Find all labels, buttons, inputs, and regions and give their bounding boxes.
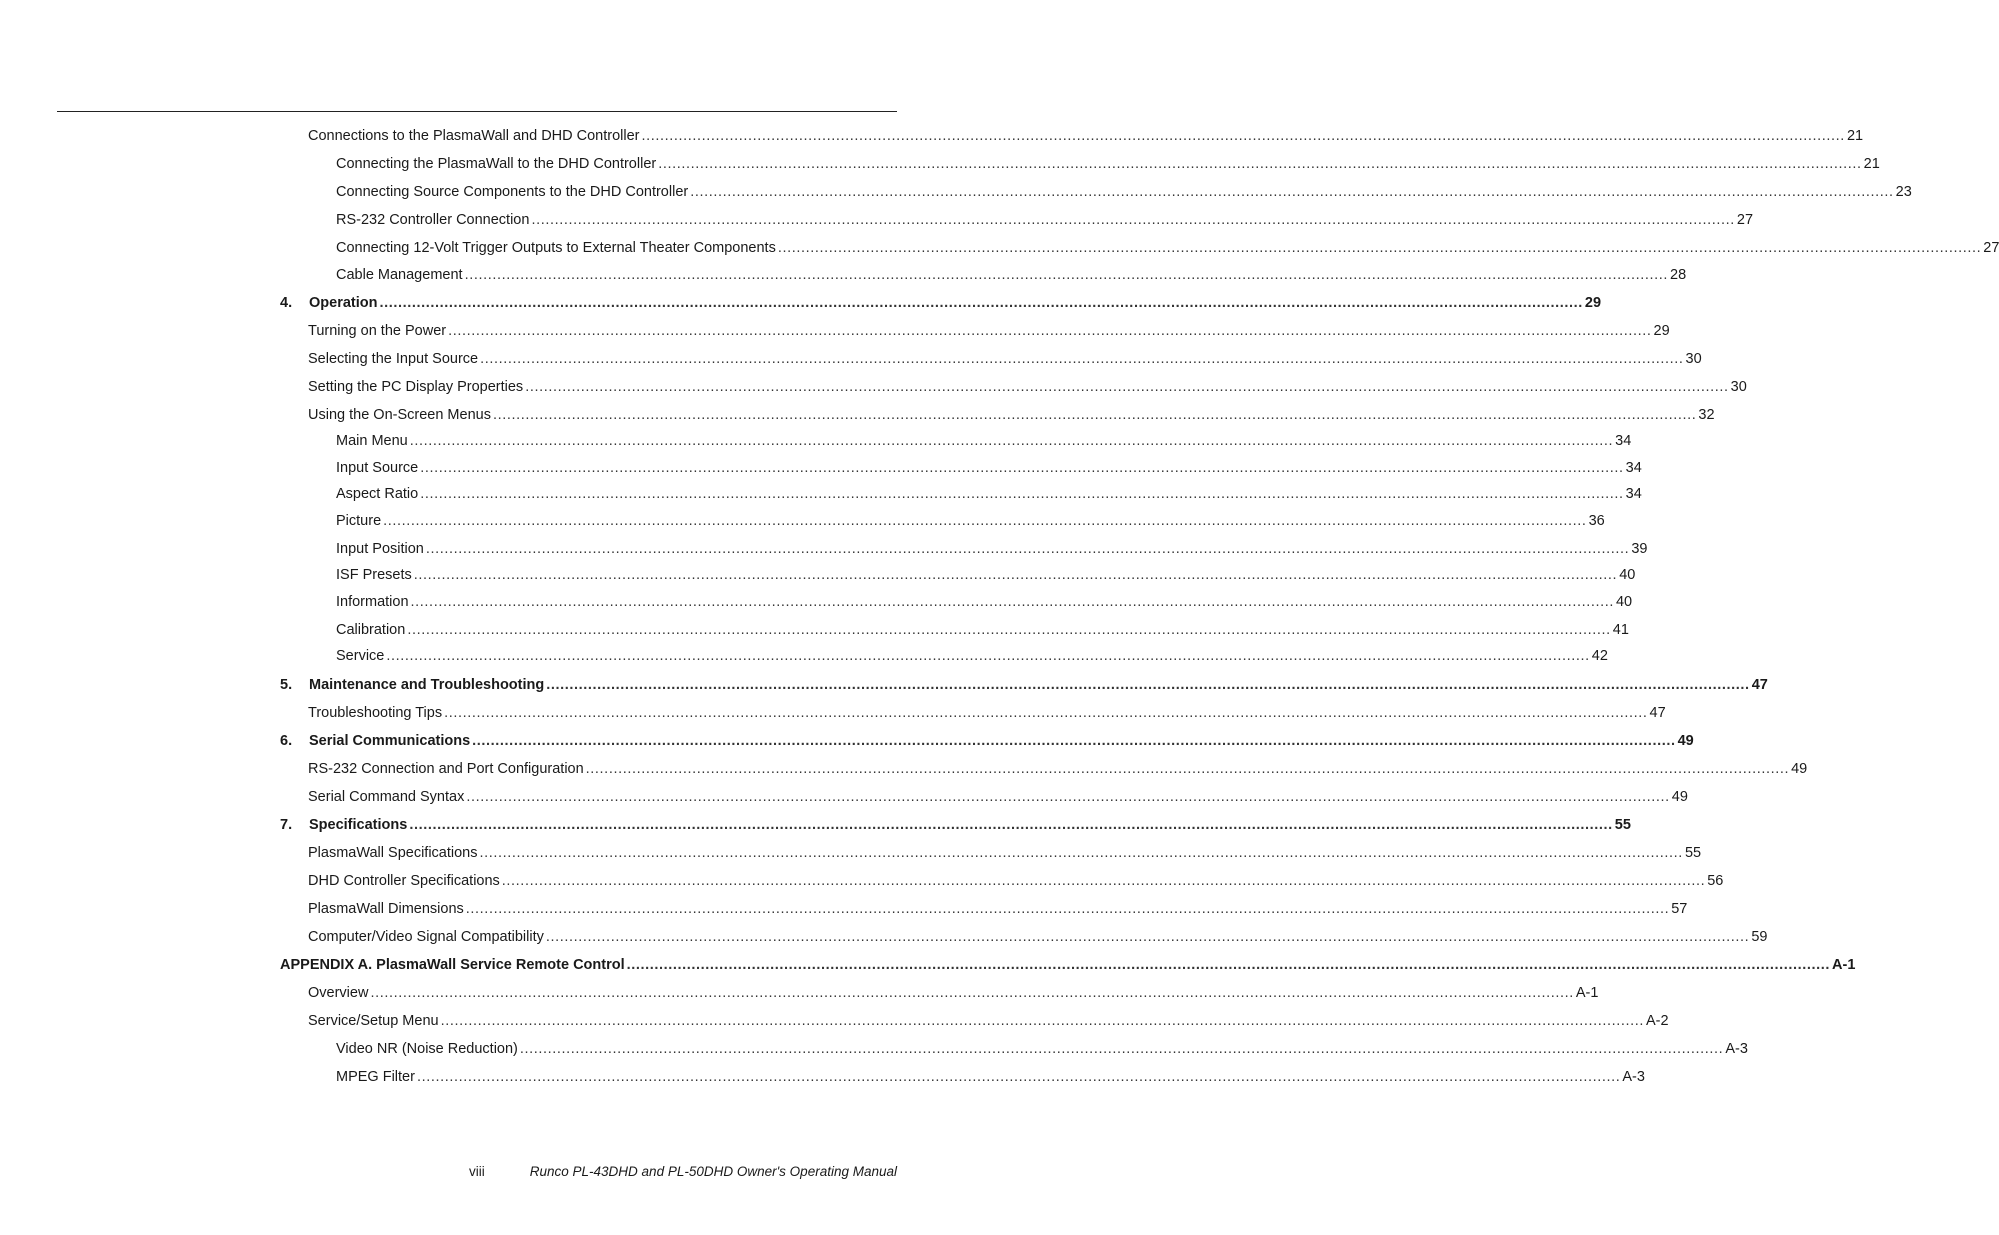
toc-entry[interactable] [336,540,1648,558]
toc-page-number: 30 [1685,351,1702,367]
toc-dot-leader: .................................................................................................................................................................................................................................................................... [370,985,1574,1001]
toc-entry-label: APPENDIX A. PlasmaWall Service Remote Control [280,957,625,973]
toc-page-number: 27 [1736,212,1754,228]
toc-dot-leader: .................................................................................................................................................................................................................................................................... [407,622,1611,638]
toc-page-number: 27 [1983,240,1999,256]
toc-page-number: 36 [1588,513,1605,529]
toc-entry[interactable] [336,183,1912,201]
toc-chapter-entry[interactable] [280,676,1768,694]
toc-dot-leader: .................................................................................................................................................................................................................................................................... [413,567,1618,583]
toc-entry-title [336,621,405,639]
toc-entry-label: Connections to the PlasmaWall and DHD Controller [308,128,640,144]
toc-entry-label: Serial Communications [309,733,471,749]
toc-dot-leader: .................................................................................................................................................................................................................................................................... [420,486,1624,502]
toc-entry-title [336,211,529,229]
toc-page-number: A-2 [1646,1013,1669,1029]
toc-dot-leader: .................................................................................................................................................................................................................................................................... [479,845,1683,861]
toc-entry-label: ISF Presets [336,567,412,583]
toc-entry-label: Serial Command Syntax [308,789,465,805]
toc-page-number: 21 [1846,128,1864,144]
toc-entry-title [308,872,500,890]
toc-chapter-number: 5. [280,677,293,693]
toc-entry-label: PlasmaWall Dimensions [308,901,464,917]
footer-manual-title: Runco PL-43DHD and PL-50DHD Owner's Operating Manual [529,1164,897,1179]
toc-entry[interactable] [308,844,1702,862]
toc-entry-title [308,406,491,424]
toc-entry-label: Turning on the Power [308,323,447,339]
toc-page-number: 21 [1863,156,1880,172]
toc-page-number: 49 [1791,761,1808,777]
toc-entry-label: Picture [336,513,382,529]
toc-dot-leader: .................................................................................................................................................................................................................................................................... [383,513,1587,529]
toc-entry[interactable] [336,1040,1748,1058]
toc-page-number: 39 [1631,541,1648,557]
toc-entry[interactable] [336,432,1632,450]
toc-dot-leader: .................................................................................................................................................................................................................................................................... [448,323,1652,339]
toc-entry-label: Main Menu [336,433,408,449]
toc-dot-leader: .................................................................................................................................................................................................................................................................... [480,351,1684,367]
toc-entry[interactable] [308,704,1666,722]
toc-entry[interactable] [336,621,1629,639]
toc-page-number: 30 [1730,379,1747,395]
toc-entry-title [336,155,656,173]
toc-entry-label: Overview [308,985,369,1001]
toc-entry-label: Using the On-Screen Menus [308,407,491,423]
toc-entry[interactable] [308,900,1688,918]
toc-entry-label: Video NR (Noise Reduction) [336,1041,518,1057]
toc-entry-title [336,239,776,257]
toc-entry-title [336,540,424,558]
toc-entry-title [336,432,408,450]
toc-dot-leader: .................................................................................................................................................................................................................................................................... [690,184,1894,200]
toc-chapter-entry[interactable] [280,816,1631,834]
toc-chapter-number: 6. [280,733,293,749]
toc-entry-title [308,844,478,862]
toc-entry-title [308,928,544,946]
toc-entry[interactable] [308,127,1864,145]
toc-entry[interactable] [336,459,1642,477]
toc-page-number: 56 [1707,873,1724,889]
toc-entry[interactable] [336,211,1754,229]
toc-entry-label: Service [336,648,385,664]
toc-entry-title [336,647,384,665]
toc-page-number: 29 [1584,295,1602,311]
toc-dot-leader: .................................................................................................................................................................................................................................................................... [466,789,1670,805]
toc-dot-leader: .................................................................................................................................................................................................................................................................... [416,1069,1621,1085]
toc-entry-label: Connecting 12-Volt Trigger Outputs to External Theater Components [336,240,776,256]
toc-page-number: 23 [1895,184,1912,200]
toc-entry-label: Operation [309,295,378,311]
toc-dot-leader: .................................................................................................................................................................................................................................................................... [531,212,1735,228]
toc-entry[interactable] [336,155,1880,173]
toc-dot-leader: .................................................................................................................................................................................................................................................................... [440,1013,1645,1029]
toc-page-number: 34 [1625,460,1642,476]
toc-dot-leader: .................................................................................................................................................................................................................................................................... [525,379,1729,395]
toc-entry[interactable] [336,512,1605,530]
toc-page-number: 34 [1615,433,1632,449]
toc-entry[interactable] [308,350,1702,368]
toc-entry-label: Information [336,594,409,610]
toc-entry[interactable] [308,788,1688,806]
toc-entry-label: Maintenance and Troubleshooting [309,677,545,693]
toc-entry-label: Calibration [336,622,406,638]
toc-page-number: 40 [1615,594,1633,610]
footer-page-number: viii [469,1164,485,1179]
toc-entry[interactable] [336,239,1999,257]
toc-dot-leader: .................................................................................................................................................................................................................................................................... [626,957,1831,973]
toc-chapter-number: 7. [280,817,293,833]
toc-dot-leader: .................................................................................................................................................................................................................................................................... [425,541,1630,557]
toc-entry-title [336,593,409,611]
toc-dot-leader: .................................................................................................................................................................................................................................................................... [641,128,1845,144]
toc-entry-title [336,459,418,477]
toc-entry-label: MPEG Filter [336,1069,415,1085]
toc-page-number: A-3 [1725,1041,1748,1057]
toc-entry-label: Setting the PC Display Properties [308,379,524,395]
toc-entry-title [336,1068,415,1086]
toc-dot-leader: .................................................................................................................................................................................................................................................................... [410,594,1614,610]
toc-entry-title [308,760,584,778]
toc-entry-label: Troubleshooting Tips [308,705,443,721]
toc-dot-leader: .................................................................................................................................................................................................................................................................... [519,1041,1724,1057]
toc-dot-leader: .................................................................................................................................................................................................................................................................... [492,407,1697,423]
toc-dot-leader: .................................................................................................................................................................................................................................................................... [472,733,1676,749]
toc-dot-leader: .................................................................................................................................................................................................................................................................... [409,433,1614,449]
toc-entry-label: DHD Controller Specifications [308,873,500,889]
toc-page-number: 55 [1684,845,1702,861]
toc-entry-label: Cable Management [336,267,463,283]
toc-entry-title [308,350,478,368]
toc-entry[interactable] [308,406,1715,424]
toc-entry[interactable] [336,647,1608,665]
toc-page-number: 47 [1751,677,1768,693]
toc-entry-label: Connecting Source Components to the DHD Controller [336,184,689,200]
toc-entry[interactable] [308,760,1808,778]
toc-dot-leader: .................................................................................................................................................................................................................................................................... [444,705,1648,721]
toc-page-number: 42 [1591,648,1608,664]
toc-entry[interactable] [336,485,1642,503]
toc-entry-title [280,732,470,750]
toc-dot-leader: .................................................................................................................................................................................................................................................................... [585,761,1790,777]
toc-entry-title [308,788,464,806]
toc-page-number: 32 [1698,407,1715,423]
toc-entry-title [308,322,446,340]
toc-entry[interactable] [308,928,1768,946]
toc-entry[interactable] [336,266,1687,284]
toc-entry-title [336,1040,518,1058]
toc-entry-title [280,956,625,974]
toc-dot-leader: .................................................................................................................................................................................................................................................................... [420,460,1624,476]
toc-entry-label: Input Position [336,541,424,557]
toc-entry-title [308,984,368,1002]
toc-page-number: 49 [1677,733,1694,749]
toc-page-number: A-1 [1575,985,1599,1001]
toc-page-number: 34 [1625,486,1642,502]
toc-dot-leader: .................................................................................................................................................................................................................................................................... [658,156,1862,172]
toc-dot-leader: .................................................................................................................................................................................................................................................................... [545,929,1750,945]
toc-dot-leader: .................................................................................................................................................................................................................................................................... [464,267,1668,283]
toc-dot-leader: .................................................................................................................................................................................................................................................................... [386,648,1590,664]
toc-page-number: 59 [1751,929,1768,945]
toc-entry-title [280,816,407,834]
toc-page-number: 57 [1671,901,1688,917]
toc-entry-title [336,485,418,503]
toc-entry-title [336,512,381,530]
toc-page-number: 55 [1614,817,1631,833]
toc-entry-label: Specifications [309,817,408,833]
toc-dot-leader: .................................................................................................................................................................................................................................................................... [546,677,1750,693]
toc-entry-label: Aspect Ratio [336,486,419,502]
toc-entry-label: Service/Setup Menu [308,1013,439,1029]
toc-entry[interactable] [336,566,1636,584]
toc-entry-label: Selecting the Input Source [308,351,479,367]
toc-entry-title [308,378,523,396]
toc-entry-title [280,676,544,694]
toc-dot-leader: .................................................................................................................................................................................................................................................................... [409,817,1613,833]
toc-entry[interactable] [336,1068,1645,1086]
toc-entry[interactable] [336,593,1633,611]
toc-entry-title [308,127,640,145]
toc-page-number: 47 [1649,705,1666,721]
toc-dot-leader: .................................................................................................................................................................................................................................................................... [379,295,1583,311]
toc-dot-leader: .................................................................................................................................................................................................................................................................... [777,240,1982,256]
toc-chapter-entry[interactable] [280,294,1602,312]
toc-entry[interactable] [308,984,1599,1002]
toc-entry-title [308,900,464,918]
toc-entry[interactable] [308,378,1747,396]
toc-page-number: 49 [1671,789,1688,805]
toc-page-number: 29 [1653,323,1670,339]
toc-entry-label: Computer/Video Signal Compatibility [308,929,544,945]
toc-chapter-number: 4. [280,295,293,311]
toc-page-number: 41 [1612,622,1629,638]
toc-entry[interactable] [308,322,1670,340]
toc-entry-title [336,183,688,201]
toc-entry[interactable] [308,1012,1669,1030]
toc-entry-title [336,266,463,284]
toc-page-number: 28 [1670,267,1687,283]
toc-chapter-entry[interactable] [280,956,1856,974]
toc-entry-label: RS-232 Connection and Port Configuration [308,761,584,777]
toc-entry-title [308,1012,439,1030]
toc-page-number: A-3 [1622,1069,1645,1085]
toc-entry-title [308,704,442,722]
toc-entry-label: PlasmaWall Specifications [308,845,478,861]
toc-chapter-entry[interactable] [280,732,1694,750]
toc-entry[interactable] [308,872,1724,890]
toc-entry-title [336,566,412,584]
toc-entry-title [280,294,377,312]
toc-dot-leader: .................................................................................................................................................................................................................................................................... [501,873,1706,889]
toc-entry-label: RS-232 Controller Connection [336,212,530,228]
toc-entry-label: Input Source [336,460,419,476]
toc-entry-label: Connecting the PlasmaWall to the DHD Controller [336,156,657,172]
toc-dot-leader: .................................................................................................................................................................................................................................................................... [465,901,1670,917]
toc-page-number: 40 [1619,567,1636,583]
toc-page-number: A-1 [1832,957,1856,973]
